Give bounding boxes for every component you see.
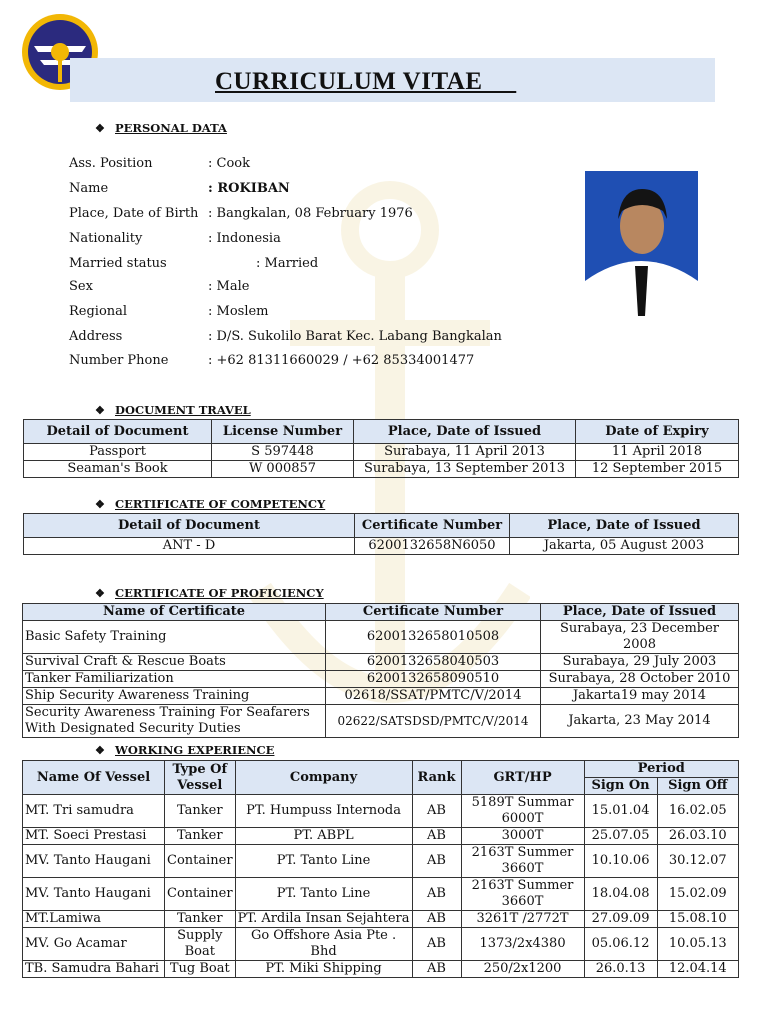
table-cell: 15.08.10 <box>657 911 738 928</box>
diamond-bullet-icon: ❖ <box>95 744 105 757</box>
table-cell: Jakarta, 23 May 2014 <box>541 705 739 738</box>
field-label: Regional <box>69 304 128 319</box>
table-cell: Basic Safety Training <box>23 621 326 654</box>
table-cell: 5189T Summar 6000T <box>461 795 584 828</box>
section-personal-data <box>95 121 227 135</box>
column-header: Detail of Document <box>24 514 355 538</box>
field-label: Place, Date of Birth <box>69 206 199 221</box>
table-cell: Tanker <box>165 911 236 928</box>
table-cell: 02622/SATSDSD/PMTC/V/2014 <box>326 705 541 738</box>
field-value: : Bangkalan, 08 February 1976 <box>208 206 413 221</box>
table-row <box>23 961 739 978</box>
table-cell: MT.Lamiwa <box>23 911 165 928</box>
table-cell: 18.04.08 <box>584 878 657 911</box>
table-cell: Surabaya, 28 October 2010 <box>541 671 739 688</box>
section-proficiency <box>95 586 324 600</box>
table-cell: Surabaya, 13 September 2013 <box>354 461 576 478</box>
table-cell: MV. Tanto Haugani <box>23 878 165 911</box>
table-row <box>23 654 739 671</box>
field-label: Married status <box>69 256 167 271</box>
table-row <box>24 444 739 461</box>
table-cell: 10.05.13 <box>657 928 738 961</box>
column-header: Name Of Vessel <box>23 761 165 795</box>
table-cell: 3000T <box>461 828 584 845</box>
table-cell: Container <box>165 845 236 878</box>
table-row <box>24 538 739 555</box>
table-cell: Passport <box>24 444 212 461</box>
field-label: Nationality <box>69 231 143 246</box>
table-cell: 26.0.13 <box>584 961 657 978</box>
table-cell: AB <box>412 911 461 928</box>
column-header: Period <box>584 761 738 778</box>
table-cell: 16.02.05 <box>657 795 738 828</box>
table-row <box>23 878 739 911</box>
field-value: : Married <box>256 256 319 271</box>
table-cell: Survival Craft & Rescue Boats <box>23 654 326 671</box>
field-value: : Indonesia <box>208 231 281 246</box>
table-row <box>23 828 739 845</box>
table-cell: 6200132658040503 <box>326 654 541 671</box>
table-cell: Surabaya, 23 December 2008 <box>541 621 739 654</box>
table-cell: 1373/2x4380 <box>461 928 584 961</box>
table-cell: 3261T /2772T <box>461 911 584 928</box>
column-header: Certificate Number <box>326 604 541 621</box>
section-heading: PERSONAL DATA <box>115 121 227 135</box>
table-cell: Jakarta19 may 2014 <box>541 688 739 705</box>
table-cell: Jakarta, 05 August 2003 <box>510 538 739 555</box>
table-cell: PT. Tanto Line <box>235 845 412 878</box>
column-header: Place, Date of Issued <box>541 604 739 621</box>
table-cell: 250/2x1200 <box>461 961 584 978</box>
table-row <box>23 621 739 654</box>
table-cell: 12 September 2015 <box>576 461 739 478</box>
column-header: Rank <box>412 761 461 795</box>
table-cell: MT. Soeci Prestasi <box>23 828 165 845</box>
table-row <box>23 911 739 928</box>
table-cell: PT. Humpuss Internoda <box>235 795 412 828</box>
section-document-travel <box>95 403 251 417</box>
column-header: Type Of Vessel <box>165 761 236 795</box>
section-working-experience <box>95 743 274 757</box>
diamond-bullet-icon: ❖ <box>95 404 105 417</box>
field-value: : ROKIBAN <box>208 181 290 196</box>
table-cell: S 597448 <box>212 444 354 461</box>
table-cell: 10.10.06 <box>584 845 657 878</box>
table-cell: 6200132658090510 <box>326 671 541 688</box>
section-heading: WORKING EXPERIENCE <box>115 743 275 757</box>
page-title: CURRICULUM VITAE <box>215 68 517 95</box>
profile-photo <box>585 171 698 316</box>
field-value: : D/S. Sukolilo Barat Kec. Labang Bangkalan <box>208 329 502 344</box>
table-cell: AB <box>412 878 461 911</box>
table-row <box>23 705 739 738</box>
column-header: Sign Off <box>657 778 738 795</box>
column-header: Certificate Number <box>355 514 510 538</box>
table-row <box>23 671 739 688</box>
table-cell: Tanker <box>165 795 236 828</box>
table-cell: AB <box>412 928 461 961</box>
field-value: : Cook <box>208 156 250 171</box>
table-cell: 2163T Summer 3660T <box>461 878 584 911</box>
field-label: Number Phone <box>69 353 169 368</box>
field-label: Sex <box>69 279 93 294</box>
table-cell: 15.01.04 <box>584 795 657 828</box>
table-cell: Surabaya, 29 July 2003 <box>541 654 739 671</box>
table-cell: Surabaya, 11 April 2013 <box>354 444 576 461</box>
table-cell: TB. Samudra Bahari <box>23 961 165 978</box>
table-cell: Seaman's Book <box>24 461 212 478</box>
table-cell: PT. ABPL <box>235 828 412 845</box>
table-cell: 25.07.05 <box>584 828 657 845</box>
table-cell: AB <box>412 795 461 828</box>
section-heading: DOCUMENT TRAVEL <box>115 403 251 417</box>
table-cell: 27.09.09 <box>584 911 657 928</box>
table-cell: AB <box>412 828 461 845</box>
table-cell: 05.06.12 <box>584 928 657 961</box>
table-row <box>23 845 739 878</box>
field-label: Name <box>69 181 109 196</box>
table-cell: 02618/SSAT/PMTC/V/2014 <box>326 688 541 705</box>
field-value: : Male <box>208 279 250 294</box>
table-cell: Tanker <box>165 828 236 845</box>
column-header: Sign On <box>584 778 657 795</box>
section-heading: CERTIFICATE OF COMPETENCY <box>115 497 326 511</box>
table-cell: PT. Tanto Line <box>235 878 412 911</box>
table-cell: Supply Boat <box>165 928 236 961</box>
table-cell: 15.02.09 <box>657 878 738 911</box>
experience-table <box>22 760 739 978</box>
table-cell: Ship Security Awareness Training <box>23 688 326 705</box>
column-header: Name of Certificate <box>23 604 326 621</box>
column-header: Place, Date of Issued <box>354 420 576 444</box>
competency-table <box>23 513 739 555</box>
table-cell: Tug Boat <box>165 961 236 978</box>
table-cell: AB <box>412 961 461 978</box>
field-value: : +62 81311660029 / +62 85334001477 <box>208 353 475 368</box>
table-cell: AB <box>412 845 461 878</box>
table-cell: 6200132658N6050 <box>355 538 510 555</box>
field-label: Address <box>69 329 123 344</box>
table-cell: Security Awareness Training For Seafarers With Designated Security Duties <box>23 705 326 738</box>
column-header: Detail of Document <box>24 420 212 444</box>
table-cell: 2163T Summer 3660T <box>461 845 584 878</box>
table-row <box>23 688 739 705</box>
column-header: GRT/HP <box>461 761 584 795</box>
table-cell: 11 April 2018 <box>576 444 739 461</box>
table-cell: ANT - D <box>24 538 355 555</box>
table-cell: MV. Go Acamar <box>23 928 165 961</box>
table-cell: Tanker Familiarization <box>23 671 326 688</box>
table-cell: Container <box>165 878 236 911</box>
diamond-bullet-icon: ❖ <box>95 122 105 135</box>
field-label: Ass. Position <box>69 156 153 171</box>
diamond-bullet-icon: ❖ <box>95 587 105 600</box>
table-cell: PT. Ardila Insan Sejahtera <box>235 911 412 928</box>
document-travel-table <box>23 419 739 478</box>
table-cell: PT. Miki Shipping <box>235 961 412 978</box>
column-header: Date of Expiry <box>576 420 739 444</box>
table-cell: 6200132658010508 <box>326 621 541 654</box>
table-cell: 26.03.10 <box>657 828 738 845</box>
proficiency-table <box>22 603 739 738</box>
section-heading: CERTIFICATE OF PROFICIENCY <box>115 586 324 600</box>
table-cell: W 000857 <box>212 461 354 478</box>
table-row <box>23 928 739 961</box>
table-cell: 12.04.14 <box>657 961 738 978</box>
table-cell: MT. Tri samudra <box>23 795 165 828</box>
diamond-bullet-icon: ❖ <box>95 498 105 511</box>
column-header: Place, Date of Issued <box>510 514 739 538</box>
table-cell: Go Offshore Asia Pte . Bhd <box>235 928 412 961</box>
column-header: Company <box>235 761 412 795</box>
table-row <box>24 461 739 478</box>
field-value: : Moslem <box>208 304 269 319</box>
table-row <box>23 795 739 828</box>
table-cell: MV. Tanto Haugani <box>23 845 165 878</box>
column-header: License Number <box>212 420 354 444</box>
section-competency <box>95 497 325 511</box>
table-cell: 30.12.07 <box>657 845 738 878</box>
